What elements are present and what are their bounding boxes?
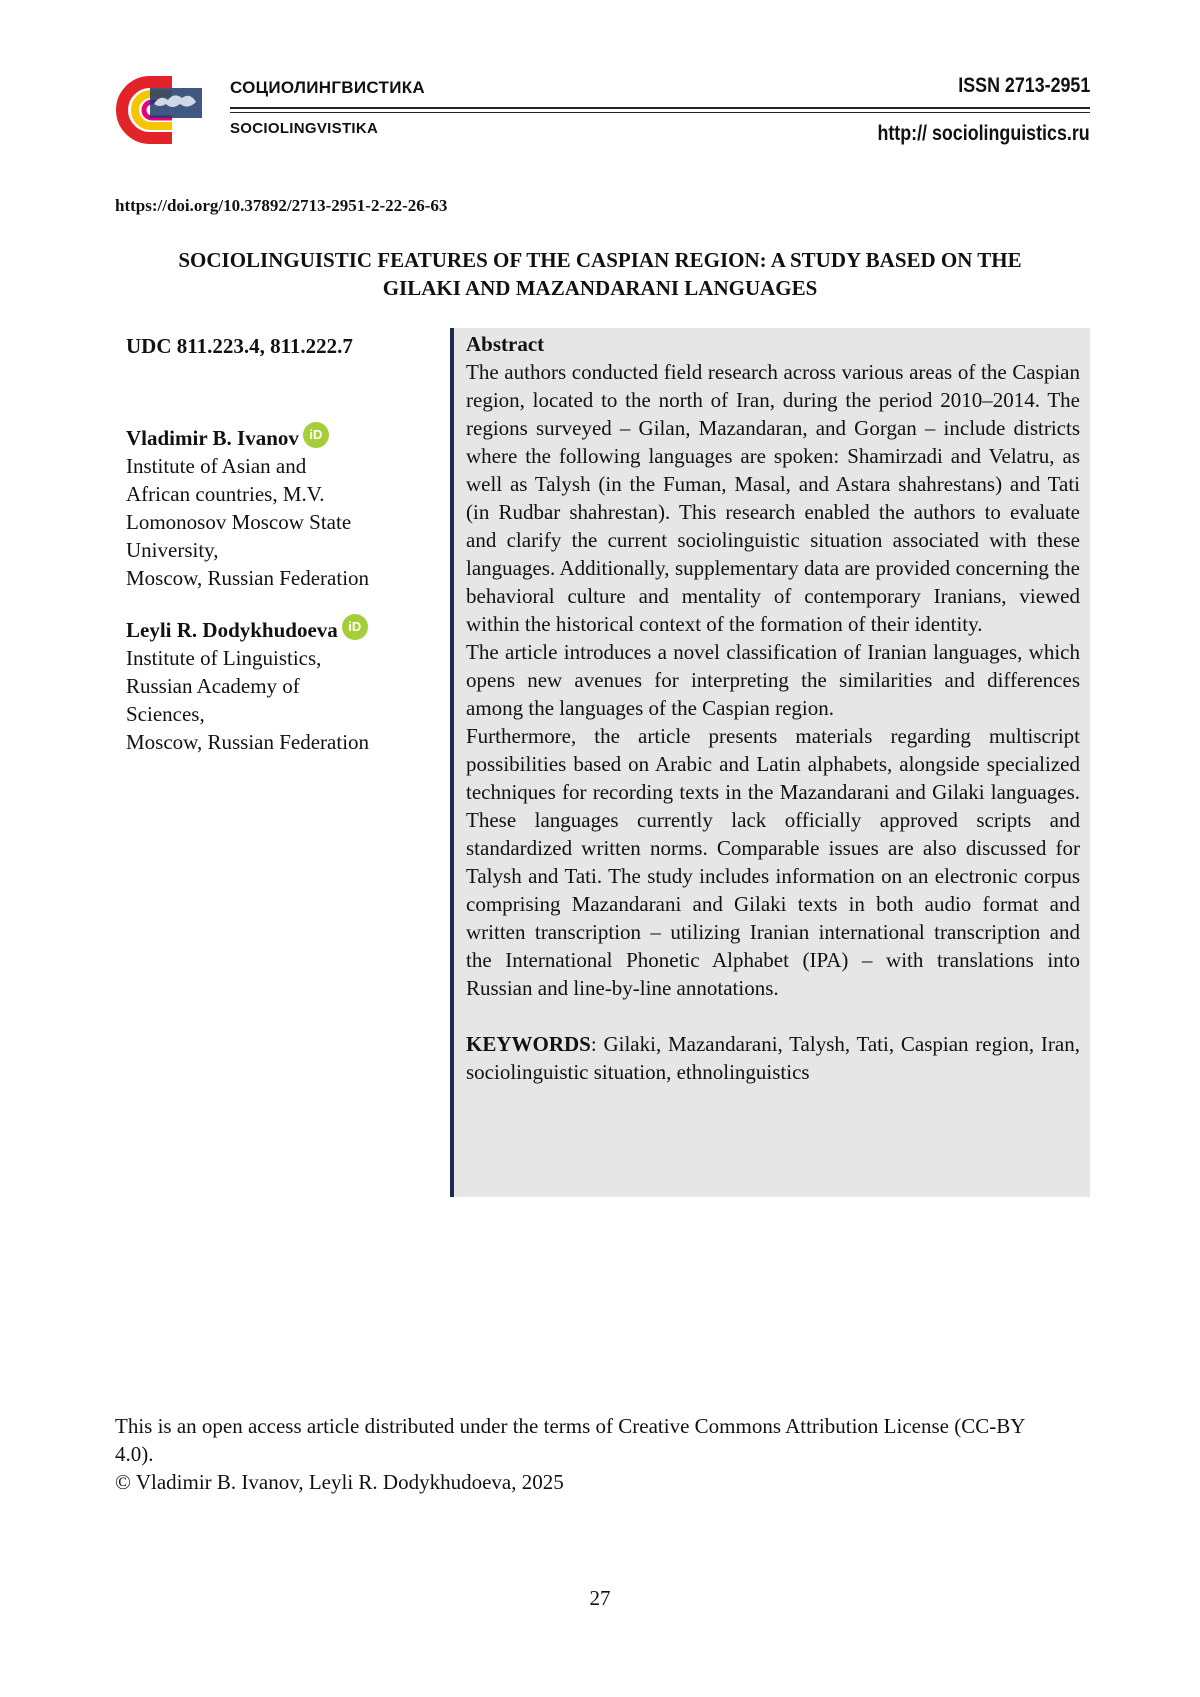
abstract-heading: Abstract xyxy=(466,332,545,356)
author-block xyxy=(126,422,416,592)
license-note xyxy=(115,1412,1035,1496)
article-title xyxy=(110,246,1090,302)
abstract-paragraph: The article introduces a novel classification of Iranian languages, which opens new avenues for interpreting the similarities and differences among the languages of the Caspian region. xyxy=(466,640,1080,720)
author-name: Leyli R. Dodykhudoeva xyxy=(126,618,338,642)
orcid-icon[interactable]: iD xyxy=(342,614,368,640)
keywords-label: KEYWORDS xyxy=(466,1032,591,1056)
header-rule xyxy=(230,112,1090,113)
doi-link[interactable]: https://doi.org/10.37892/2713-2951-2-22-26-63 xyxy=(115,196,448,215)
keywords-text: : Gilaki, Mazandarani, Talysh, Tati, Caspian region, Iran, sociolinguistic situation, ethnolinguistics xyxy=(466,1032,1080,1084)
journal-logo-icon xyxy=(110,74,210,146)
orcid-icon[interactable]: iD xyxy=(303,422,329,448)
journal-header xyxy=(110,74,1090,154)
author-block xyxy=(126,614,416,756)
udc: UDC 811.223.4, 811.222.7 xyxy=(126,334,353,358)
abstract-paragraph: The authors conducted field research across various areas of the Caspian region, located to the north of Iran, during the period 2010–2014. The regions surveyed – Gilan, Mazandaran, and Gorgan – include districts where the following languages are spoken: Shamirzadi and Velatru, as well as Talysh (in the Fuman, Masal, and Astara shahrestans) and Tati (in Rudbar shahrestan). This research enabled the authors to evaluate and clarify the current sociolinguistic situation associated with these languages. Additionally, supplementary data are provided concerning the behavioral culture and mentality of contemporary Iranians, viewed within the historical context of the formation of their identity. xyxy=(466,360,1080,636)
journal-name-ru: СОЦИОЛИНГВИСТИКА xyxy=(230,78,425,97)
issn: ISSN 2713-2951 xyxy=(958,74,1090,97)
abstract-box xyxy=(450,328,1090,1197)
journal-name-en: SOCIOLINGVISTIKA xyxy=(230,120,379,137)
license-text: This is an open access article distributed under the terms of Creative Commons Attribution License (CC-BY 4.0). xyxy=(115,1414,1025,1466)
keywords xyxy=(466,1030,1080,1086)
title-line: SOCIOLINGUISTIC FEATURES OF THE CASPIAN REGION: A STUDY BASED ON THE xyxy=(178,248,1022,272)
copyright: © Vladimir B. Ivanov, Leyli R. Dodykhudoeva, 2025 xyxy=(115,1470,564,1494)
journal-url[interactable]: http:// sociolinguistics.ru xyxy=(877,122,1090,145)
title-line: GILAKI AND MAZANDARANI LANGUAGES xyxy=(382,276,818,300)
author-affiliation: Institute of Linguistics, Russian Academy of Sciences, Moscow, Russian Federation xyxy=(126,646,370,754)
author-name: Vladimir B. Ivanov xyxy=(126,426,299,450)
header-rule xyxy=(230,107,1090,109)
author-affiliation: Institute of Asian and African countries, M.V. Lomonosov Moscow State University, Moscow, Russian Federation xyxy=(126,454,370,590)
abstract-paragraph: Furthermore, the article presents materials regarding multiscript possibilities based on Arabic and Latin alphabets, alongside specialized techniques for recording texts in the Mazandarani and Gilaki languages. These languages currently lack officially approved scripts and standardized written norms. Comparable issues are also discussed for Talysh and Tati. The study includes information on an electronic corpus comprising Mazandarani and Gilaki texts in both audio format and written transcription – utilizing Iranian international transcription and the International Phonetic Alphabet (IPA) – with translations into Russian and line-by-line annotations. xyxy=(466,724,1080,1000)
page-number: 27 xyxy=(589,1586,611,1610)
author-column xyxy=(126,332,416,778)
